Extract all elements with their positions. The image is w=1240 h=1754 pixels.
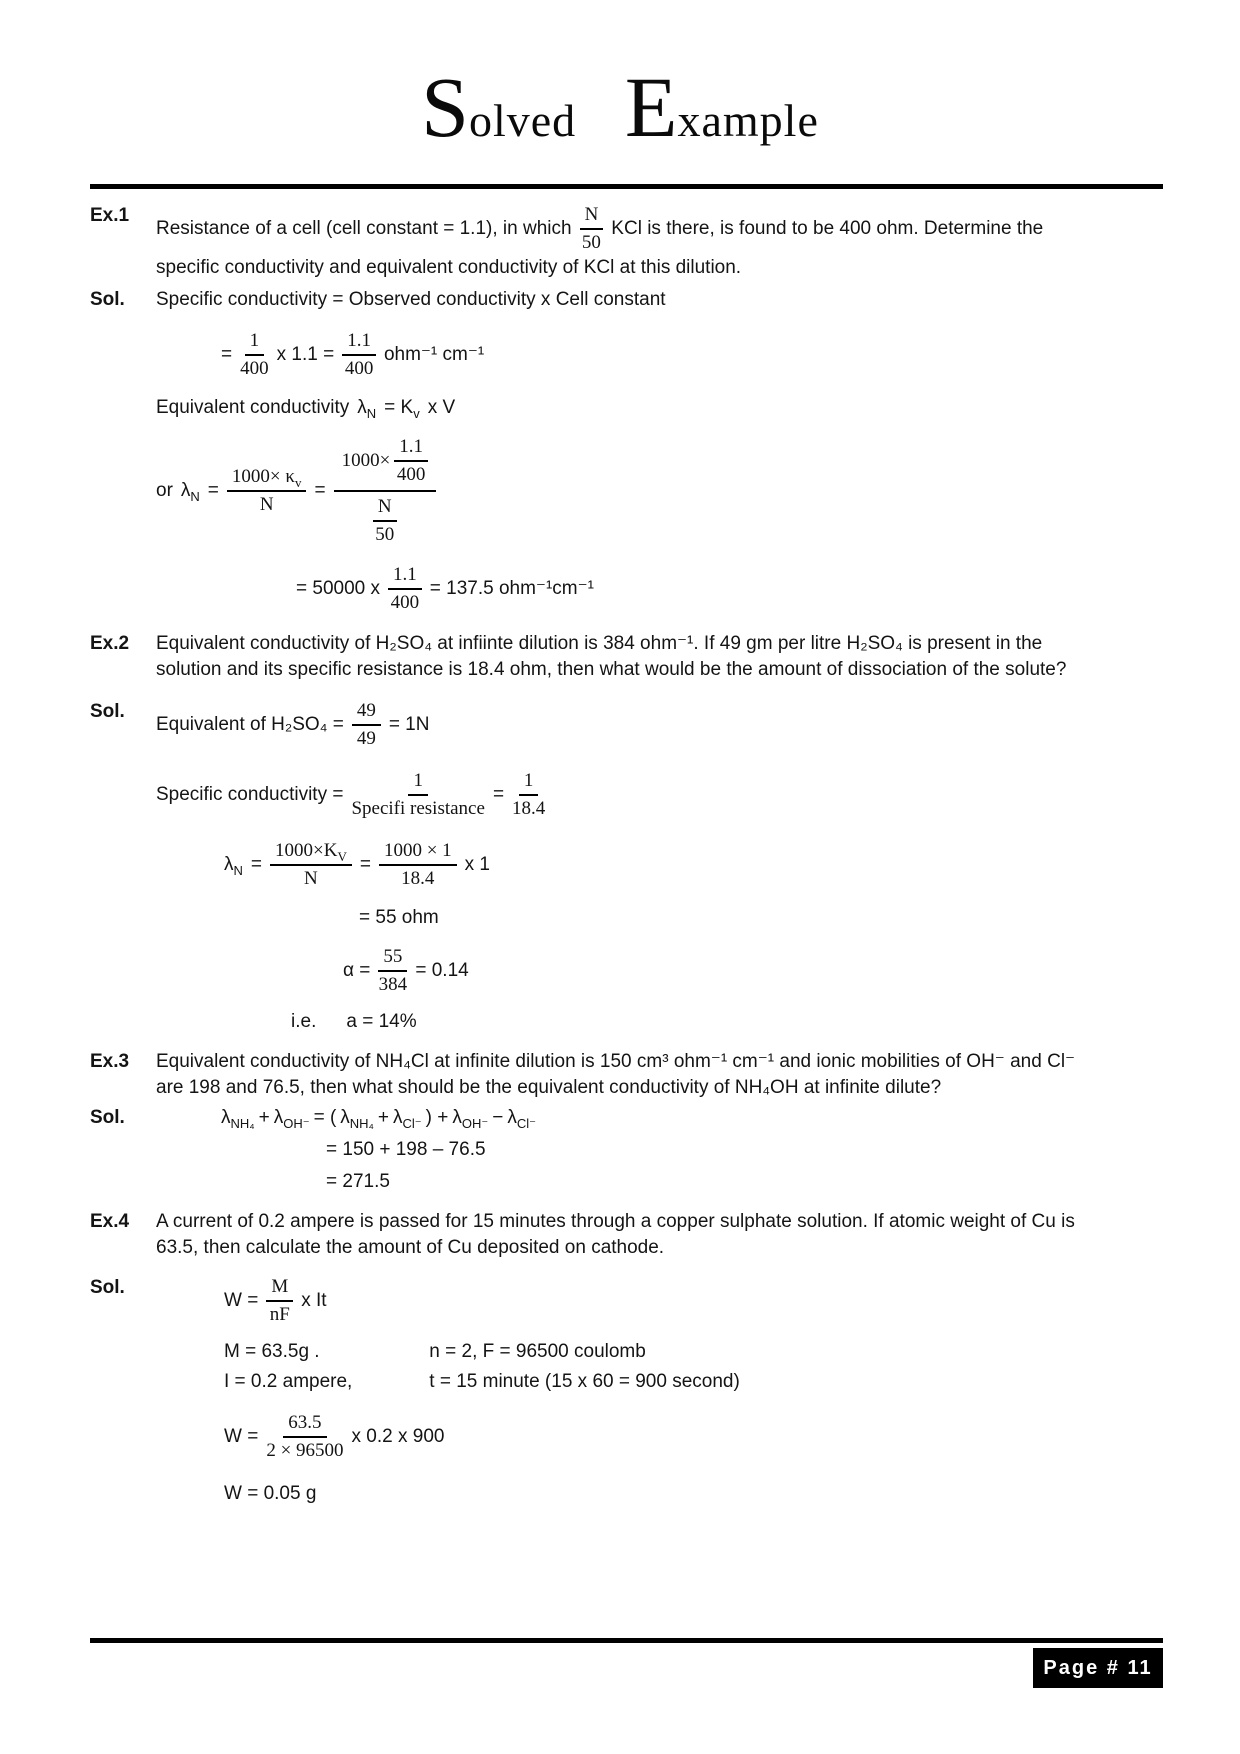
eq-text: + (258, 1107, 270, 1128)
given-current: I = 0.2 ampere, (224, 1371, 353, 1392)
ex4-eq-substitution (224, 1411, 1150, 1463)
ex4-given-line1 (224, 1339, 1150, 1365)
fraction-denominator: 18.4 (512, 798, 546, 819)
eq-text: = ( (313, 1107, 337, 1128)
eq-result-text: a = 14% (346, 1011, 417, 1032)
title-word-solved (421, 59, 577, 155)
eq-text: Equivalent conductivity (156, 397, 350, 418)
eq-text: or (156, 480, 173, 501)
fraction-1p1-400 (394, 435, 428, 487)
text: KCl is there, is found to be 400 ohm. Determine the (611, 218, 1044, 239)
eq-text: x It (301, 1290, 327, 1311)
fraction-numerator (227, 465, 307, 492)
fraction-63p5-2x96500 (266, 1411, 343, 1463)
fraction-numerator (270, 839, 352, 866)
fraction-denominator: 400 (344, 358, 374, 379)
eq-text: x V (427, 397, 456, 418)
eq-text: x 1 (464, 854, 491, 875)
fraction-numerator: 63.5 (283, 1411, 326, 1438)
eq-text: Equivalent of H₂SO₄ = (156, 714, 344, 735)
subscript: v (413, 405, 420, 421)
lambda-oh (274, 1105, 310, 1131)
ex1-equivalent-conductivity-line (156, 395, 1150, 421)
fraction-denominator: 18.4 (401, 868, 435, 889)
eq-text: W = (224, 1290, 259, 1311)
eq-text: x 0.2 x 900 (351, 1426, 445, 1447)
divider-bottom (90, 1638, 1163, 1643)
ex2-eq-percent (291, 1009, 1150, 1035)
lambda-symbol: λ (180, 480, 191, 501)
fraction-1-400 (240, 329, 269, 381)
eq-text: i.e. (291, 1011, 317, 1032)
lambda-nh4 (221, 1105, 255, 1131)
fraction-numerator: 1.1 (342, 329, 376, 356)
eq-text: + (377, 1107, 389, 1128)
lambda-cl (507, 1105, 536, 1131)
ex2-eq-equivalent (156, 699, 1150, 751)
ex2-question-line2: solution and its specific resistance is 18.4 ohm, then what would be the amount of dissociation of the solute? (156, 659, 1067, 680)
k-sub-v (384, 395, 420, 421)
fraction-55-384 (378, 945, 407, 997)
ex1-sol-label: Sol. (90, 289, 125, 310)
lambda-sub-n (357, 395, 376, 421)
ex3-question-line1: Equivalent conductivity of NH₄Cl at infinite dilution is 150 cm³ ohm⁻¹ cm⁻¹ and ionic mobilities of OH⁻ and Cl⁻ (156, 1051, 1076, 1072)
ex4-sol-label: Sol. (90, 1277, 125, 1298)
ex2-eq-specific-conductivity (156, 769, 1150, 821)
lambda-symbol: λ (452, 1107, 462, 1128)
eq-text: 1000× (231, 466, 286, 487)
lambda-oh (452, 1105, 488, 1131)
lambda-symbol: λ (221, 1107, 231, 1128)
fraction-n-50 (373, 495, 397, 547)
subscript: OH⁻ (283, 1115, 310, 1131)
subscript: Cl⁻ (402, 1115, 422, 1131)
ex4-eq-faraday (224, 1275, 1150, 1327)
fraction-n-50 (580, 203, 604, 255)
ex3-sol-label: Sol. (90, 1107, 125, 1128)
title-word-rest: olved (468, 95, 577, 146)
eq-text: 1000×K (275, 840, 338, 861)
title-word-rest: xample (677, 95, 819, 146)
ex4-eq-result: W = 0.05 g (224, 1483, 317, 1504)
subscript: NH₄ (230, 1115, 255, 1131)
fraction-denominator: nF (269, 1304, 290, 1325)
fraction-denominator: N (304, 868, 318, 889)
lambda-symbol: λ (340, 1107, 350, 1128)
fraction-numerator: 49 (352, 699, 381, 726)
ex2-eq-lambda (224, 839, 1150, 891)
ex2-eq-55ohm: = 55 ohm (359, 907, 439, 928)
example-1-label: Ex.1 (90, 205, 130, 226)
ex2-sol-label: Sol. (90, 701, 125, 722)
lambda-sub-n (181, 478, 200, 504)
lambda-symbol: λ (273, 1107, 284, 1128)
given-n-f: n = 2, F = 96500 coulomb (429, 1341, 646, 1362)
page-title (90, 0, 1150, 155)
eq-text: = (359, 854, 371, 875)
eq-text: = 0.14 (415, 960, 469, 981)
subscript: N (366, 405, 377, 421)
kappa-symbol: κ (285, 466, 295, 487)
subscript: N (190, 488, 200, 504)
eq-units: ohm⁻¹ cm⁻¹ (383, 344, 485, 365)
eq-text: = 1N (388, 714, 430, 735)
fraction-denominator: 400 (240, 358, 269, 379)
fraction-denominator: 50 (375, 524, 395, 545)
example-2-solution (90, 699, 1150, 1035)
fraction-1-specific-resistance (351, 769, 484, 821)
ex3-eq-lambda-sum (221, 1105, 1150, 1131)
eq-text: − (492, 1107, 504, 1128)
fraction-denominator: 2 × 96500 (266, 1440, 344, 1461)
divider-top (90, 184, 1163, 189)
fraction-denominator: 400 (390, 592, 420, 613)
fraction-denominator (373, 492, 397, 547)
eq-text: = 50000 x (296, 578, 380, 599)
eq-text: = (207, 480, 219, 501)
subscript: v (294, 474, 302, 490)
fraction-1000kv-n (270, 839, 352, 891)
example-1-solution (90, 287, 1150, 615)
fraction-1p1-400 (388, 563, 422, 615)
ex2-eq-alpha (343, 945, 1150, 997)
lambda-symbol: λ (357, 397, 367, 418)
fraction-denominator: 384 (378, 974, 408, 995)
nested-fraction (334, 435, 436, 547)
example-4-solution (90, 1275, 1150, 1507)
fraction-1-18p4 (512, 769, 545, 821)
fraction-numerator: 1 (245, 329, 265, 356)
page-number-badge (1033, 1648, 1163, 1688)
eq-text: ) + (425, 1107, 449, 1128)
fraction-numerator: 1.1 (388, 563, 422, 590)
fraction-m-nf (266, 1275, 293, 1327)
eq-text: 1000× (341, 450, 391, 471)
example-4-question (90, 1209, 1150, 1261)
fraction-numerator (334, 435, 436, 492)
lambda-nh4 (340, 1105, 374, 1131)
ex2-question-line1: Equivalent conductivity of H₂SO₄ at infiinte dilution is 384 ohm⁻¹. If 49 gm per litre H₂SO₄ is present in the (156, 633, 1043, 654)
title-dropcap-s: S (421, 59, 469, 155)
fraction-denominator: 400 (396, 464, 426, 485)
ex3-question-line2: are 198 and 76.5, then what should be the equivalent conductivity of NH₄OH at infinite dilute? (156, 1077, 942, 1098)
fraction-numerator: N (580, 203, 604, 230)
example-2-question (90, 631, 1150, 683)
lambda-sub-n (224, 852, 243, 878)
fraction-denominator: Specifi resistance (351, 798, 485, 819)
alpha-eq-text: α = (343, 960, 371, 981)
lambda-symbol: λ (224, 854, 234, 875)
title-dropcap-e: E (624, 59, 678, 155)
example-2-label: Ex.2 (90, 633, 130, 654)
subscript: Cl⁻ (516, 1115, 536, 1131)
subscript: OH⁻ (461, 1115, 489, 1131)
given-m: M = 63.5g . (224, 1341, 320, 1362)
ex1-eq-lambda-expansion (156, 435, 1150, 547)
fraction-1000kv-n (227, 465, 307, 517)
example-1-question (90, 203, 1150, 281)
eq-text: = (221, 344, 233, 365)
fraction-numerator: 1 (408, 769, 428, 796)
eq-text: Specific conductivity = (156, 784, 344, 805)
lambda-symbol: λ (392, 1107, 403, 1128)
fraction-denominator: N (259, 494, 274, 515)
ex3-eq-sum: = 150 + 198 – 76.5 (326, 1139, 486, 1160)
fraction-numerator: 1.1 (394, 435, 428, 462)
fraction-numerator: 55 (378, 945, 407, 972)
lambda-cl (393, 1105, 422, 1131)
fraction-1000x1-18p4 (379, 839, 457, 891)
eq-result-text: = 137.5 ohm⁻¹cm⁻¹ (429, 578, 594, 599)
example-4-label: Ex.4 (90, 1211, 130, 1232)
eq-text: = (314, 480, 326, 501)
fraction-numerator: N (373, 495, 397, 522)
ex1-eq-result (296, 563, 1150, 615)
ex1-question-line2: specific conductivity and equivalent conductivity of KCl at this dilution. (156, 257, 742, 278)
fraction-numerator: 1 (519, 769, 539, 796)
lambda-symbol: λ (507, 1107, 517, 1128)
ex1-eq-specific-value (221, 329, 1150, 381)
ex1-question-line1 (156, 203, 1150, 255)
text: Resistance of a cell (cell constant = 1.1), in which (156, 218, 572, 239)
page-number: Page # 11 (1043, 1657, 1153, 1679)
eq-text: = (250, 854, 262, 875)
title-word-example (624, 59, 819, 155)
eq-text: = K (384, 397, 414, 418)
eq-text: = (492, 784, 505, 805)
subscript: N (233, 862, 243, 878)
ex4-question-line2: 63.5, then calculate the amount of Cu deposited on cathode. (156, 1237, 665, 1258)
fraction-49-49 (352, 699, 381, 751)
ex3-eq-result: = 271.5 (326, 1171, 390, 1192)
given-time: t = 15 minute (15 x 60 = 900 second) (429, 1371, 740, 1392)
ex4-question-line1: A current of 0.2 ampere is passed for 15 minutes through a copper sulphate solution. If atomic weight of Cu is (156, 1211, 1075, 1232)
example-3-label: Ex.3 (90, 1051, 130, 1072)
subscript: NH₄ (349, 1115, 374, 1131)
ex4-given-line2 (224, 1369, 1150, 1395)
eq-text: W = (224, 1426, 259, 1447)
example-3-solution (90, 1105, 1150, 1195)
ex1-sol-line1: Specific conductivity = Observed conductivity x Cell constant (156, 289, 666, 310)
fraction-numerator: 1000 × 1 (379, 839, 457, 866)
eq-text: x 1.1 = (276, 344, 335, 365)
fraction-denominator: 49 (356, 728, 376, 749)
fraction-numerator: M (266, 1275, 293, 1302)
example-3-question (90, 1049, 1150, 1101)
subscript: V (337, 848, 347, 864)
fraction-1p1-400 (342, 329, 376, 381)
fraction-denominator: 50 (581, 232, 601, 253)
